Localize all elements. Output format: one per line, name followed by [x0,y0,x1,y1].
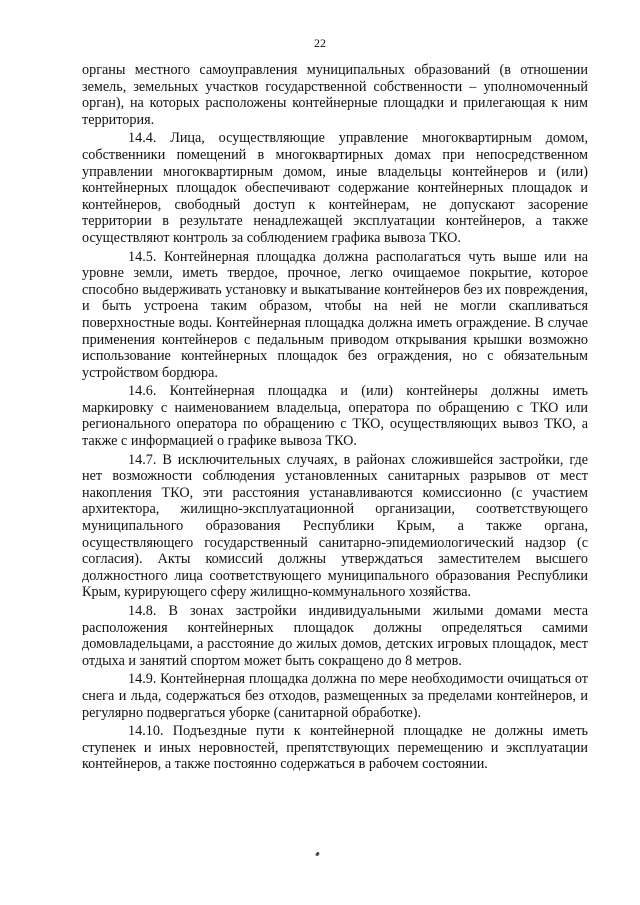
paragraph-continuation: органы местного самоуправления муниципальных образований (в отношении земель, земельных участков государственной собственности – уполномоченный орган), на которых расположены контейнерные площадки и прилегающая к ним территория. [82,62,588,128]
paragraph-14-6: 14.6. Контейнерная площадка и (или) контейнеры должны иметь маркировку с наименованием владельца, оператора по обращению с ТКО или регионального оператора по обращению с ТКО, осуществляющих вывоз ТКО, а также с информацией о графике вывоза ТКО. [82,383,588,450]
document-body [82,62,588,775]
paragraph-14-7: 14.7. В исключительных случаях, в районах сложившейся застройки, где нет возможности соблюдения установленных санитарных разрывов от мест накопления ТКО, эти расстояния устанавливаются комиссионно (с участием архитектора, жилищно-эксплуатационной организации, соответствующего муниципального образования Республики Крым, а также органа, осуществляющего государственный санитарно-эпидемиологический надзор (с согласия). Акты комиссий должны утверждаться заместителем высшего должностного лица соответствующего муниципального образования Республики Крым, курирующего сферу жилищно-коммунального хозяйства. [82,451,588,601]
page-number: 22 [314,36,326,50]
scan-speck [315,852,320,857]
paragraph-14-10: 14.10. Подъездные пути к контейнерной площадке не должны иметь ступенек и иных неровностей, препятствующих перемещению и эксплуатации контейнеров, а также постоянно содержаться в рабочем состоянии. [82,723,588,773]
paragraph-14-8: 14.8. В зонах застройки индивидуальными жилыми домами места расположения контейнерных площадок должны определяться самими домовладельцами, а расстояние до жилых домов, детских игровых площадок, мест отдыха и занятий спортом может быть сокращено до 8 метров. [82,603,588,669]
paragraph-14-5: 14.5. Контейнерная площадка должна располагаться чуть выше или на уровне земли, иметь твердое, прочное, легко очищаемое покрытие, которое способно выдерживать установку и выкатывание контейнеров без их повреждения, и быть устроена таким образом, чтобы на ней не могли скапливаться поверхностные воды. Контейнерная площадка должна иметь ограждение. В случае применения контейнеров с педальным приводом открывания крышки возможно использование контейнерных площадок без ограждения, но с обязательным устройством бордюра. [82,248,588,381]
paragraph-14-4: 14.4. Лица, осуществляющие управление многоквартирным домом, собственники помещений в многоквартирных домах при непосредственном управлении многоквартирным домом, иные владельцы контейнеров и (или) контейнерных площадок обеспечивают содержание контейнерных площадок и контейнеров, свободный доступ к контейнерам, не допускают засорение территории в результате ненадлежащей эксплуатации контейнеров, а также осуществляют контроль за соблюдением графика вывоза ТКО. [82,130,588,246]
paragraph-14-9: 14.9. Контейнерная площадка должна по мере необходимости очищаться от снега и льда, содержаться без отходов, размещенных за пределами контейнеров, и регулярно подвергаться уборке (санитарной обработке). [82,671,588,721]
